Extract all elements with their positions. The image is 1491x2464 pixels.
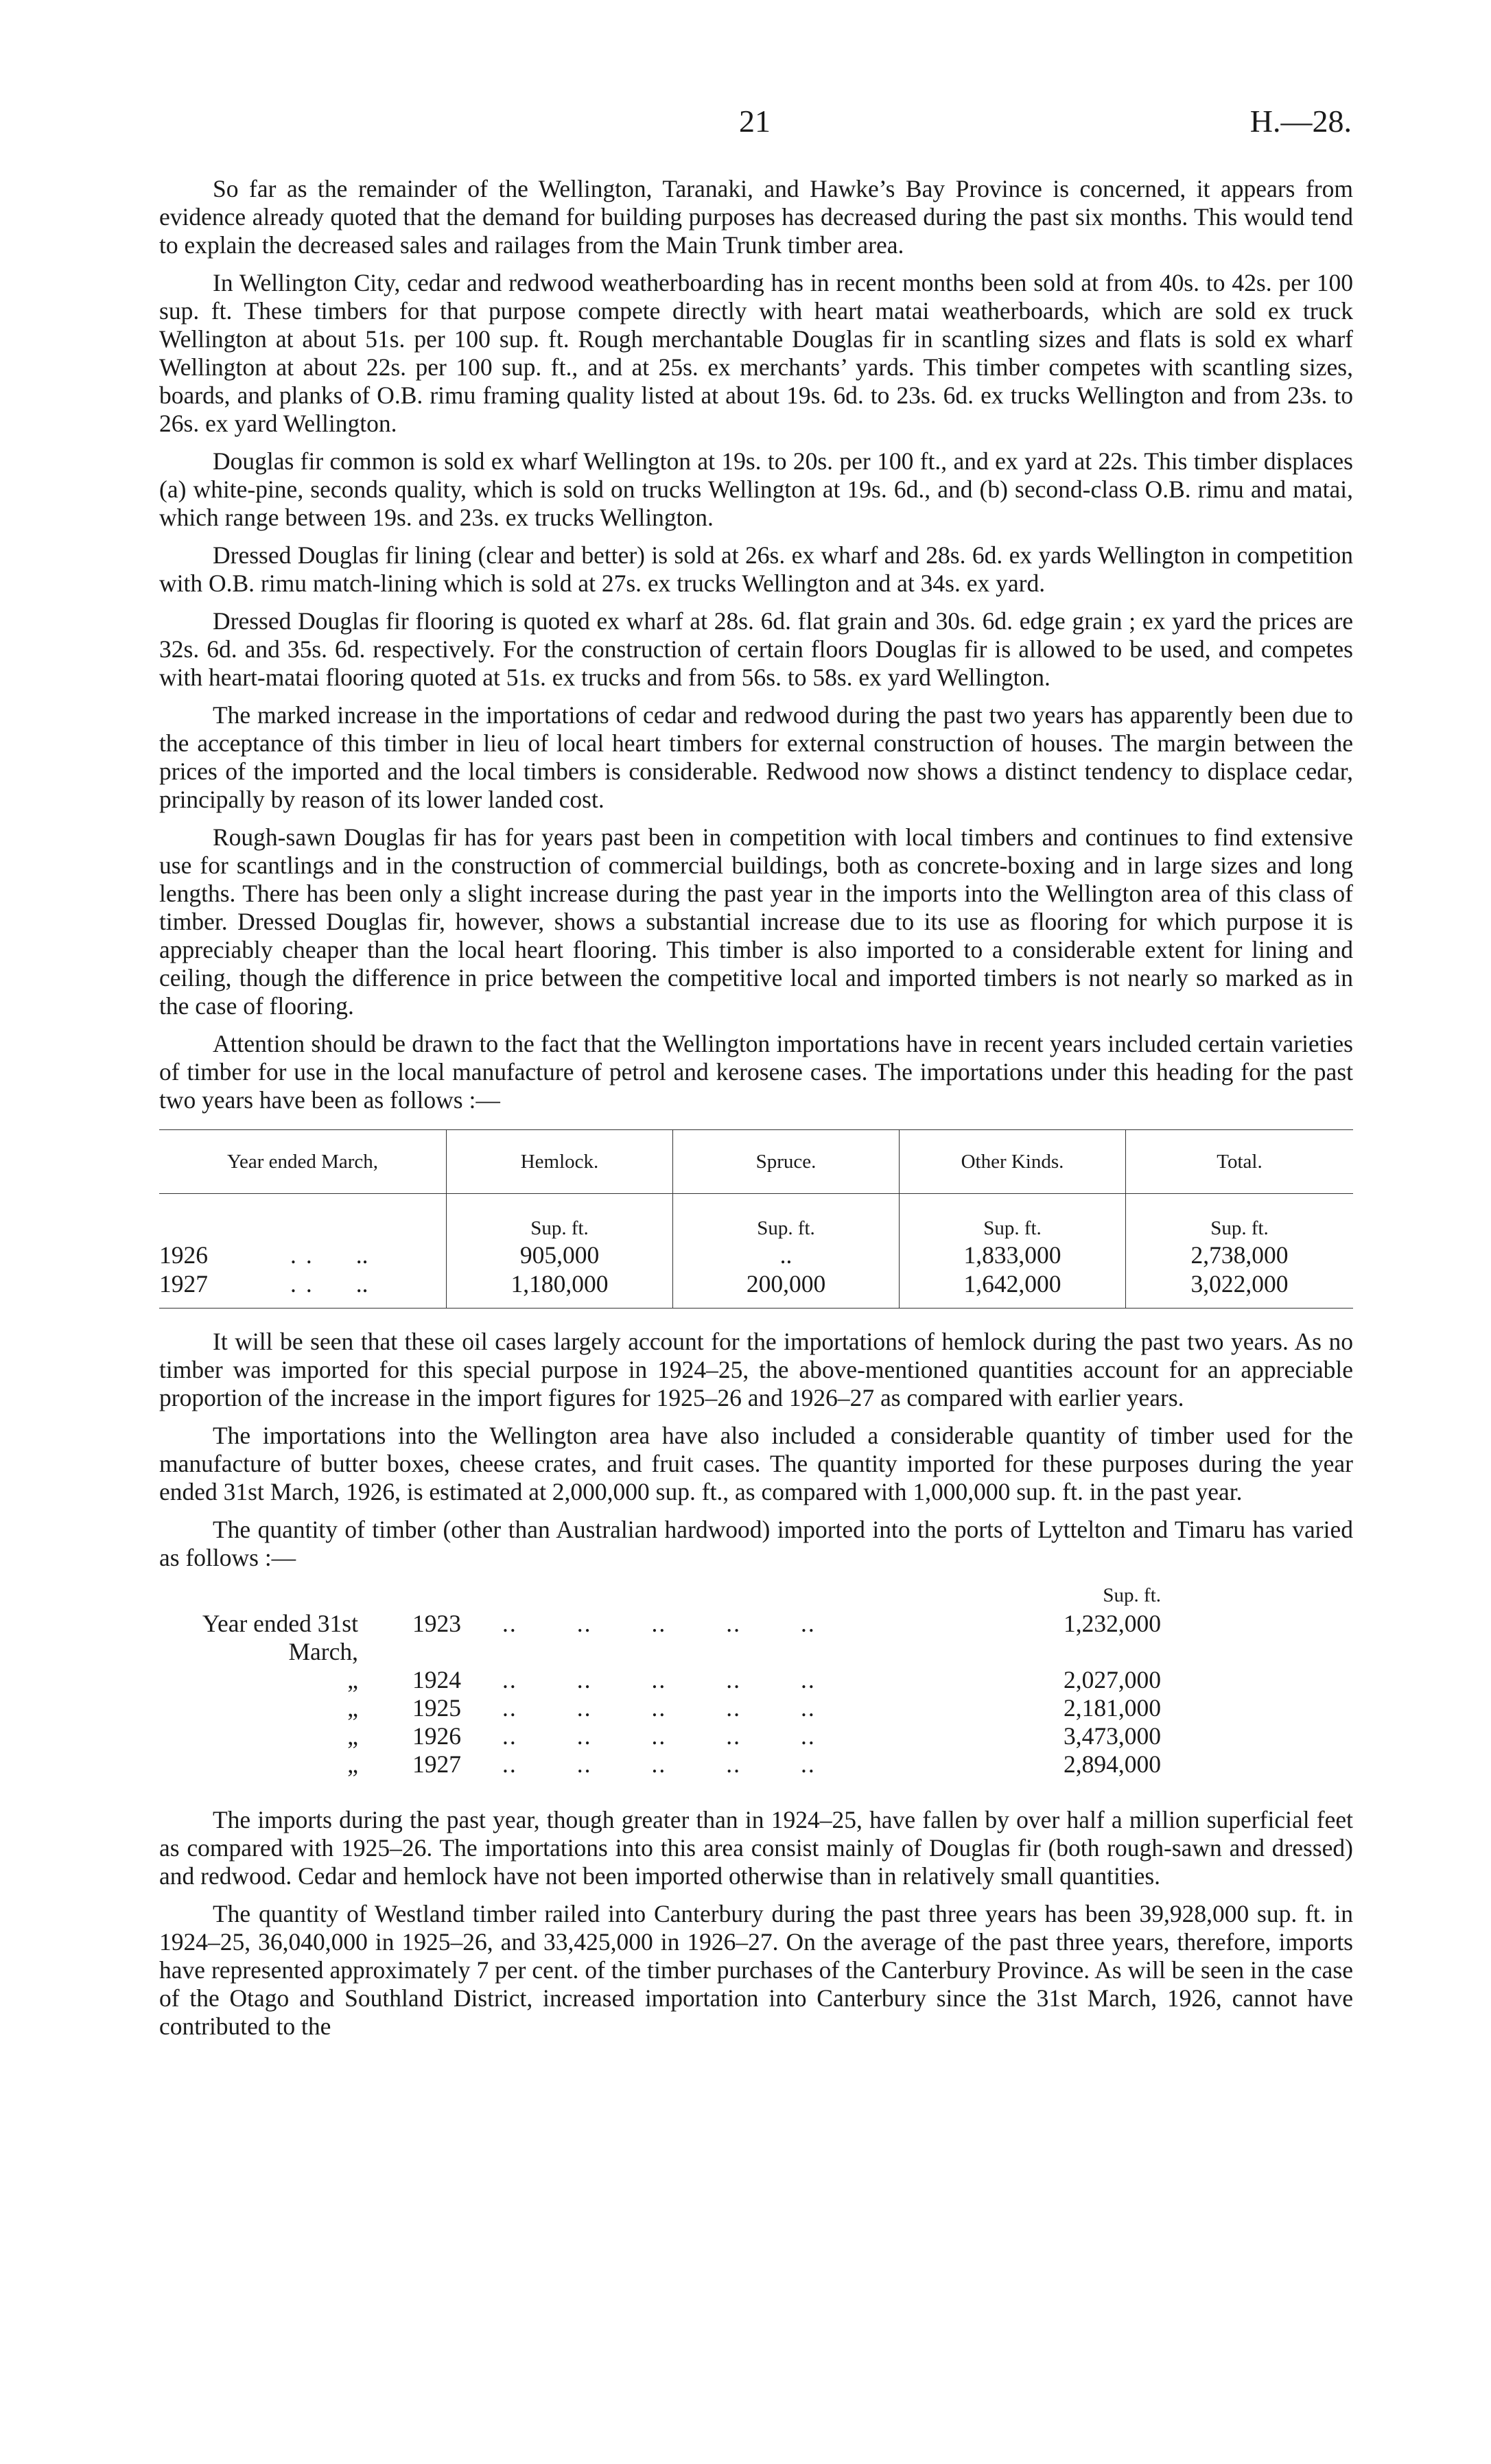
paragraph: Rough-sawn Douglas fir has for years past been in competition with local timbers and continues to find extensive use for scantlings and in the construction of commercial buildings, both as concrete-boxing and in large sizes and long lengths. There has been only a slight increase during the past year in the imports into the Wellington area of this class of timber. Dressed Douglas fir, however, shows a substantial increase due to its use as flooring for which purpose it is appreciably cheaper than the local heart flooring. This timber is also imported to a considerable extent for lining and ceiling, though the difference in price between the competitive local and imported timbers is not nearly so marked as in the case of flooring. [159,823,1353,1020]
list-year: 1926 [412,1722,461,1750]
list-item [159,1750,1353,1779]
table-header: Year ended March, [226,1151,379,1173]
list-year: 1923 [412,1610,461,1637]
list-item [159,1722,1353,1750]
dot-leader: .. [355,1241,368,1269]
paragraph: Douglas fir common is sold ex wharf Wellington at 19s. to 20s. per 100 ft., and ex yard at 22s. This timber displaces (a) white-pine, seconds quality, which is sold on trucks Wellington at 19s. 6d., and (b) second-class O.B. rimu and matai, which range between 19s. and 23s. ex trucks Wellington. [159,447,1353,531]
table-cell: 200,000 [672,1269,899,1308]
paragraph: The importations into the Wellington area have also included a considerable quantity of timber used for the manufacture of butter boxes, cheese crates, and fruit cases. The quantity imported for these purposes during the year ended 31st March, 1926, is estimated at 2,000,000 sup. ft., as compared with 1,000,000 sup. ft. in the past year. [159,1422,1353,1505]
list-label: „ [347,1722,358,1750]
list-year: 1927 [412,1750,461,1778]
table-unit: Sup. ft. [446,1194,672,1241]
paragraph: In Wellington City, cedar and redwood weatherboarding has in recent months been sold at from 40s. to 42s. per 100 sup. ft. These timbers for that purpose compete directly with heart matai weatherboards, which are sold ex truck Wellington at about 51s. per 100 sup. ft. Rough merchantable Douglas fir in scantling sizes and flats is sold ex wharf Wellington at about 22s. per 100 sup. ft., and at 25s. ex merchants’ yards. This timber competes with scantling sizes, boards, and planks of O.B. rimu framing quality listed at about 19s. 6d. to 23s. 6d. ex trucks Wellington and from 23s. to 26s. ex yard Wellington. [159,269,1353,437]
table-header: Other Kinds. [899,1130,1125,1193]
dot-leader: .. .. .. .. .. [502,1666,816,1693]
list-year: 1925 [412,1694,461,1722]
dot-leader: .. .. .. .. .. [502,1694,816,1722]
list-unit-row [159,1582,1353,1610]
list-value: 1,232,000 [1064,1610,1161,1637]
table-cell: 905,000 [446,1241,672,1269]
table-cell: 3,022,000 [1125,1269,1353,1308]
list-item [159,1694,1353,1722]
table-unit [159,1194,446,1241]
list-label: Year ended 31st March, [202,1610,358,1665]
paragraph: Dressed Douglas fir lining (clear and better) is sold at 26s. ex wharf and 28s. 6d. ex yards Wellington in competition with O.B. rimu match-lining which is sold at 27s. ex trucks Wellington and at 34s. ex yard. [159,541,1353,597]
table-cell-year [159,1241,446,1269]
paragraph: So far as the remainder of the Wellington, Taranaki, and Hawke’s Bay Province is concerned, it appears from evidence already quoted that the demand for building purposes has decreased during the past six months. This would tend to explain the decreased sales and railages from the Main Trunk timber area. [159,175,1353,259]
year-value: 1926 [159,1241,208,1269]
list-label: „ [347,1666,358,1693]
list-unit: Sup. ft. [1103,1584,1161,1606]
list-value: 2,027,000 [1064,1666,1161,1693]
page-body [159,175,1353,2050]
dot-leader: .. .. .. .. .. [502,1610,816,1637]
dot-leader: .. [355,1270,368,1298]
table-unit: Sup. ft. [1125,1194,1353,1241]
paragraph: It will be seen that these oil cases largely account for the importations of hemlock during the past two years. As no timber was imported for this special purpose in 1924–25, the above-mentioned quantities account for an appreciable proportion of the increase in the import figures for 1925–26 and 1926–27 as compared with earlier years. [159,1328,1353,1411]
page-number: 21 [739,104,771,139]
lyttelton-timaru-imports-list [159,1582,1353,1779]
document-reference: H.—28. [1249,104,1352,139]
paragraph: The marked increase in the importations of cedar and redwood during the past two years has apparently been due to the acceptance of this timber in lieu of local heart timbers for external construction of houses. The margin between the prices of the imported and the local timbers is considerable. Redwood now shows a distinct tendency to displace cedar, principally by reason of its lower landed cost. [159,701,1353,813]
year-value: 1927 [159,1270,208,1298]
list-item [159,1610,1353,1666]
table-unit: Sup. ft. [899,1194,1125,1241]
table-cell: 1,833,000 [899,1241,1125,1269]
list-item [159,1666,1353,1694]
dot-leader: .. [290,1241,322,1269]
list-value: 2,181,000 [1064,1694,1161,1722]
table-header: Spruce. [672,1130,899,1193]
list-label: „ [347,1694,358,1722]
table-header: Total. [1125,1130,1353,1193]
paragraph: The imports during the past year, though greater than in 1924–25, have fallen by over half a million superficial feet as compared with 1925–26. The importations into this area consist mainly of Douglas fir (both rough-sawn and dressed) and redwood. Cedar and hemlock have not been imported otherwise than in relatively small quantities. [159,1806,1353,1890]
table-header: Hemlock. [446,1130,672,1193]
list-label: „ [347,1750,358,1778]
paragraph: The quantity of Westland timber railed into Canterbury during the past three years has been 39,928,000 sup. ft. in 1924–25, 36,040,000 in 1925–26, and 33,425,000 in 1926–27. On the average of the past three years, therefore, imports have represented approximately 7 per cent. of the timber purchases of the Canterbury Province. As will be seen in the case of the Otago and Southland District, increased importation into Canterbury since the 31st March, 1926, cannot have contributed to the [159,1900,1353,2040]
table-cell: .. [672,1241,899,1269]
table-cell-year [159,1269,446,1308]
table-row [159,1241,1353,1269]
list-year: 1924 [412,1666,461,1693]
paragraph: The quantity of timber (other than Australian hardwood) imported into the ports of Lyttelton and Timaru has varied as follows :— [159,1516,1353,1571]
paragraph: Attention should be drawn to the fact that the Wellington importations have in recent years included certain varieties of timber for use in the local manufacture of petrol and kerosene cases. The importations under this heading for the past two years have been as follows :— [159,1030,1353,1114]
table-cell: 1,642,000 [899,1269,1125,1308]
list-value: 3,473,000 [1064,1722,1161,1750]
table-cell: 1,180,000 [446,1269,672,1308]
dot-leader: .. .. .. .. .. [502,1750,816,1778]
list-value: 2,894,000 [1064,1750,1161,1778]
table-cell: 2,738,000 [1125,1241,1353,1269]
dot-leader: .. .. .. .. .. [502,1722,816,1750]
table-units-row [159,1194,1353,1241]
paragraph: Dressed Douglas fir flooring is quoted ex wharf at 28s. 6d. flat grain and 30s. 6d. edge grain ; ex yard the prices are 32s. 6d. and 35s. 6d. respectively. For the construction of certain floors Douglas fir is allowed to be used, and competes with heart-matai flooring quoted at 51s. ex trucks and from 56s. to 58s. ex yard Wellington. [159,607,1353,691]
table-header-row [159,1130,1353,1194]
table-row [159,1269,1353,1308]
table-unit: Sup. ft. [672,1194,899,1241]
dot-leader: .. [290,1270,322,1298]
oil-case-imports-table [159,1129,1353,1309]
